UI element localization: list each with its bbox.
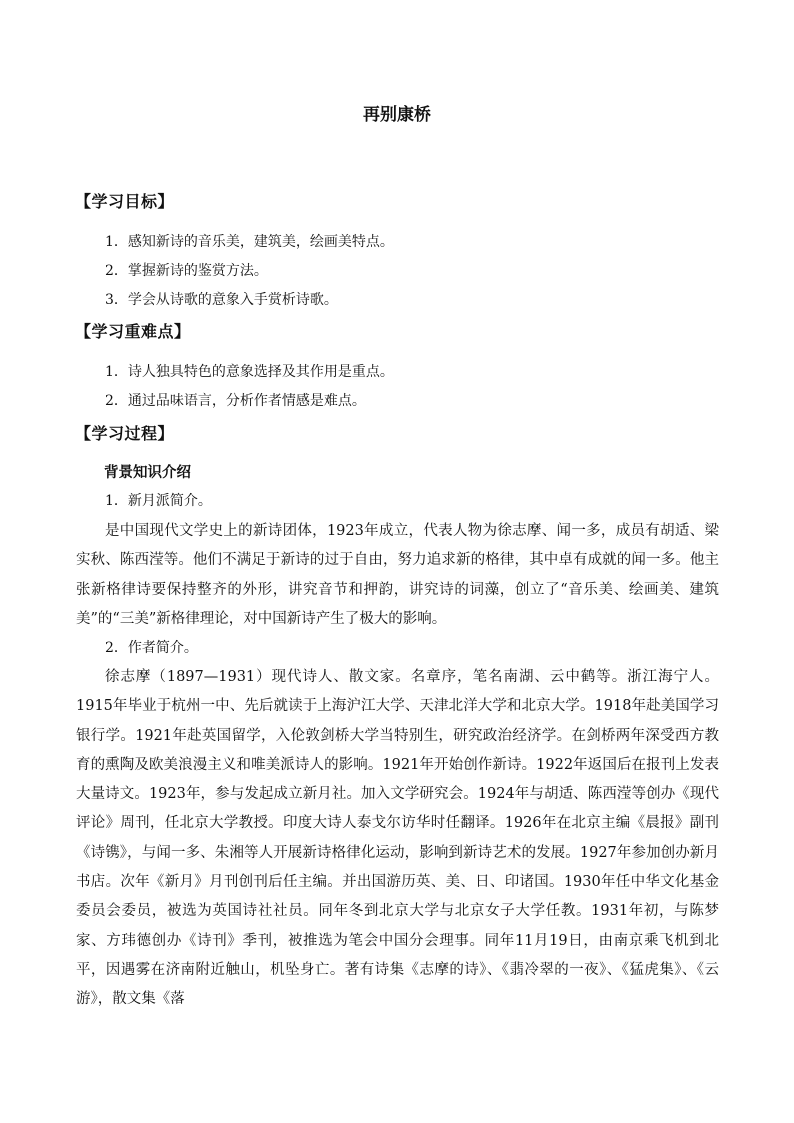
goal-item: 1．感知新诗的音乐美，建筑美，绘画美特点。 — [105, 234, 394, 250]
key-point-item: 2．通过品味语言，分析作者情感是难点。 — [105, 393, 366, 409]
goal-item: 2．掌握新诗的鉴赏方法。 — [105, 263, 268, 279]
paragraph-xinyue-school: 是中国现代文学史上的新诗团体，1923年成立，代表人物为徐志摩、闻一多，成员有胡适、梁实秋、陈西滢等。他们不满足于新诗的过于自由，努力追求新的格律，其中卓有成就的闻一多。他主张新格律诗要保持整齐的外形，讲究音节和押韵，讲究诗的词藻，创立了“音乐美、绘画美、建筑美”的“三美”新格律理论，对中国新诗产生了极大的影响。 — [76, 523, 719, 627]
subheading-background: 背景知识介绍 — [104, 465, 191, 481]
heading-learning-goals: 【学习目标】 — [75, 192, 175, 211]
paragraph-author-bio: 徐志摩（1897—1931）现代诗人、散文家。名章序，笔名南湖、云中鹤等。浙江海宁人。1915年毕业于杭州一中、先后就读于上海沪江大学、天津北洋大学和北京大学。1918年赴美国学习银行学。1921年赴英国留学，入伦敦剑桥大学当特别生，研究政治经济学。在剑桥两年深受西方教育的熏陶及欧美浪漫主义和唯美派诗人的影响。1921年开始创作新诗。1922年返国后在报刊上发表大量诗文。1923年，参与发起成立新月社。加入文学研究会。1924年与胡适、陈西滢等创办《现代评论》周刊，任北京大学教授。印度大诗人泰戈尔访华时任翻译。1926年在北京主编《晨报》副刊《诗镌》，与闻一多、朱湘等人开展新诗格律化运动，影响到新诗艺术的发展。1927年参加创办新月书店。次年《新月》月刊创刊后任主编。并出国游历英、美、日、印诸国。1930年任中华文化基金委员会委员，被选为英国诗社社员。同年冬到北京大学与北京女子大学任教。1931年初，与陈梦家、方玮德创办《诗刊》季刊，被推选为笔会中国分会理事。同年11月19日，由南京乘飞机到北平，因遇雾在济南附近触山，机坠身亡。著有诗集《志摩的诗》、《翡冷翠的一夜》、《猛虎集》、《云游》，散文集《落 — [76, 669, 719, 1008]
document-title: 再别康桥 — [363, 105, 431, 125]
heading-learning-process: 【学习过程】 — [75, 424, 175, 443]
process-item-xinyue: 1．新月派简介。 — [105, 493, 212, 509]
heading-key-points: 【学习重难点】 — [75, 322, 191, 341]
process-item-author: 2．作者简介。 — [105, 640, 198, 656]
goal-item: 3．学会从诗歌的意象入手赏析诗歌。 — [105, 292, 338, 308]
key-point-item: 1．诗人独具特色的意象选择及其作用是重点。 — [105, 364, 394, 380]
